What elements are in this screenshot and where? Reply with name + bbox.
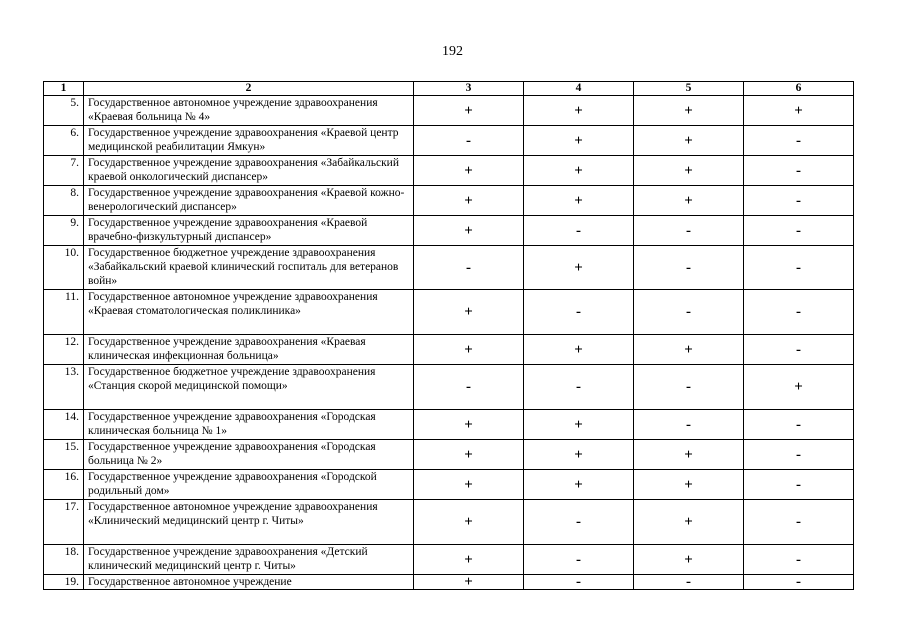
row-number: 12. [44, 335, 84, 365]
mark-cell: - [524, 545, 634, 575]
mark-cell: + [414, 500, 524, 545]
institution-name: Государственное учреждение здравоохранения «Краевой врачебно-физкультурный диспансер» [84, 216, 414, 246]
institution-name: Государственное учреждение здравоохранения «Краевой центр медицинской реабилитации Ямкун» [84, 126, 414, 156]
table-row [44, 96, 854, 126]
table-row [44, 545, 854, 575]
institution-name: Государственное учреждение здравоохранения «Городской родильный дом» [84, 470, 414, 500]
column-header: 3 [414, 82, 524, 96]
table-header-row [44, 82, 854, 96]
row-number: 19. [44, 575, 84, 590]
table-row [44, 575, 854, 590]
row-number: 14. [44, 410, 84, 440]
row-number: 17. [44, 500, 84, 545]
institution-name: Государственное бюджетное учреждение здравоохранения «Забайкальский краевой клинический госпиталь для ветеранов войн» [84, 246, 414, 290]
mark-cell: + [414, 186, 524, 216]
mark-cell: + [414, 290, 524, 335]
mark-cell: + [524, 246, 634, 290]
table-row [44, 290, 854, 335]
mark-cell: - [634, 216, 744, 246]
column-header: 1 [44, 82, 84, 96]
mark-cell: + [524, 126, 634, 156]
mark-cell: - [634, 410, 744, 440]
institution-name: Государственное учреждение здравоохранения «Забайкальский краевой онкологический диспансер» [84, 156, 414, 186]
mark-cell: + [414, 410, 524, 440]
row-number: 15. [44, 440, 84, 470]
mark-cell: + [414, 470, 524, 500]
institution-name: Государственное учреждение здравоохранения «Краевой кожно-венерологический диспансер» [84, 186, 414, 216]
facilities-table [43, 81, 854, 590]
mark-cell: + [634, 335, 744, 365]
table-row [44, 186, 854, 216]
table-row [44, 410, 854, 440]
table-row [44, 335, 854, 365]
mark-cell: - [744, 335, 854, 365]
mark-cell: + [414, 156, 524, 186]
mark-cell: - [414, 365, 524, 410]
column-header: 5 [634, 82, 744, 96]
mark-cell: - [744, 126, 854, 156]
mark-cell: + [524, 470, 634, 500]
mark-cell: - [524, 575, 634, 590]
institution-name: Государственное автономное учреждение [84, 575, 414, 590]
mark-cell: - [634, 365, 744, 410]
mark-cell: + [524, 156, 634, 186]
mark-cell: - [744, 440, 854, 470]
row-number: 5. [44, 96, 84, 126]
mark-cell: + [634, 440, 744, 470]
table-row [44, 126, 854, 156]
table-row [44, 216, 854, 246]
mark-cell: + [524, 440, 634, 470]
mark-cell: - [414, 126, 524, 156]
table-row [44, 500, 854, 545]
page-number: 192 [442, 44, 463, 59]
table-row [44, 365, 854, 410]
mark-cell: - [744, 410, 854, 440]
row-number: 7. [44, 156, 84, 186]
mark-cell: - [744, 246, 854, 290]
mark-cell: - [744, 156, 854, 186]
mark-cell: - [524, 290, 634, 335]
mark-cell: - [744, 575, 854, 590]
mark-cell: + [634, 156, 744, 186]
mark-cell: - [744, 186, 854, 216]
mark-cell: + [634, 545, 744, 575]
mark-cell: - [634, 290, 744, 335]
mark-cell: + [744, 96, 854, 126]
mark-cell: + [524, 96, 634, 126]
row-number: 18. [44, 545, 84, 575]
mark-cell: - [744, 470, 854, 500]
institution-name: Государственное учреждение здравоохранения «Городская больница № 2» [84, 440, 414, 470]
row-number: 9. [44, 216, 84, 246]
mark-cell: + [414, 575, 524, 590]
table-row [44, 470, 854, 500]
mark-cell: + [414, 335, 524, 365]
mark-cell: - [634, 575, 744, 590]
mark-cell: + [634, 470, 744, 500]
mark-cell: + [524, 335, 634, 365]
mark-cell: - [744, 545, 854, 575]
institution-name: Государственное учреждение здравоохранения «Городская клиническая больница № 1» [84, 410, 414, 440]
mark-cell: - [524, 365, 634, 410]
mark-cell: - [744, 216, 854, 246]
row-number: 10. [44, 246, 84, 290]
column-header: 2 [84, 82, 414, 96]
mark-cell: + [634, 500, 744, 545]
column-header: 6 [744, 82, 854, 96]
row-number: 16. [44, 470, 84, 500]
mark-cell: + [524, 186, 634, 216]
institution-name: Государственное учреждение здравоохранения «Краевая клиническая инфекционная больница» [84, 335, 414, 365]
mark-cell: - [634, 246, 744, 290]
mark-cell: + [634, 186, 744, 216]
row-number: 11. [44, 290, 84, 335]
mark-cell: + [634, 126, 744, 156]
table-row [44, 440, 854, 470]
row-number: 13. [44, 365, 84, 410]
row-number: 8. [44, 186, 84, 216]
mark-cell: - [414, 246, 524, 290]
institution-name: Государственное автономное учреждение здравоохранения «Краевая больница № 4» [84, 96, 414, 126]
mark-cell: - [744, 290, 854, 335]
table-row [44, 246, 854, 290]
row-number: 6. [44, 126, 84, 156]
mark-cell: + [414, 96, 524, 126]
table-row [44, 156, 854, 186]
mark-cell: + [744, 365, 854, 410]
mark-cell: + [414, 545, 524, 575]
mark-cell: - [524, 500, 634, 545]
mark-cell: + [524, 410, 634, 440]
column-header: 4 [524, 82, 634, 96]
mark-cell: + [414, 216, 524, 246]
mark-cell: - [524, 216, 634, 246]
mark-cell: - [744, 500, 854, 545]
institution-name: Государственное бюджетное учреждение здравоохранения «Станция скорой медицинской помощи» [84, 365, 414, 410]
institution-name: Государственное учреждение здравоохранения «Детский клинический медицинский центр г. Читы» [84, 545, 414, 575]
mark-cell: + [414, 440, 524, 470]
institution-name: Государственное автономное учреждение здравоохранения «Клинический медицинский центр г. Читы» [84, 500, 414, 545]
institution-name: Государственное автономное учреждение здравоохранения «Краевая стоматологическая поликлиника» [84, 290, 414, 335]
mark-cell: + [634, 96, 744, 126]
